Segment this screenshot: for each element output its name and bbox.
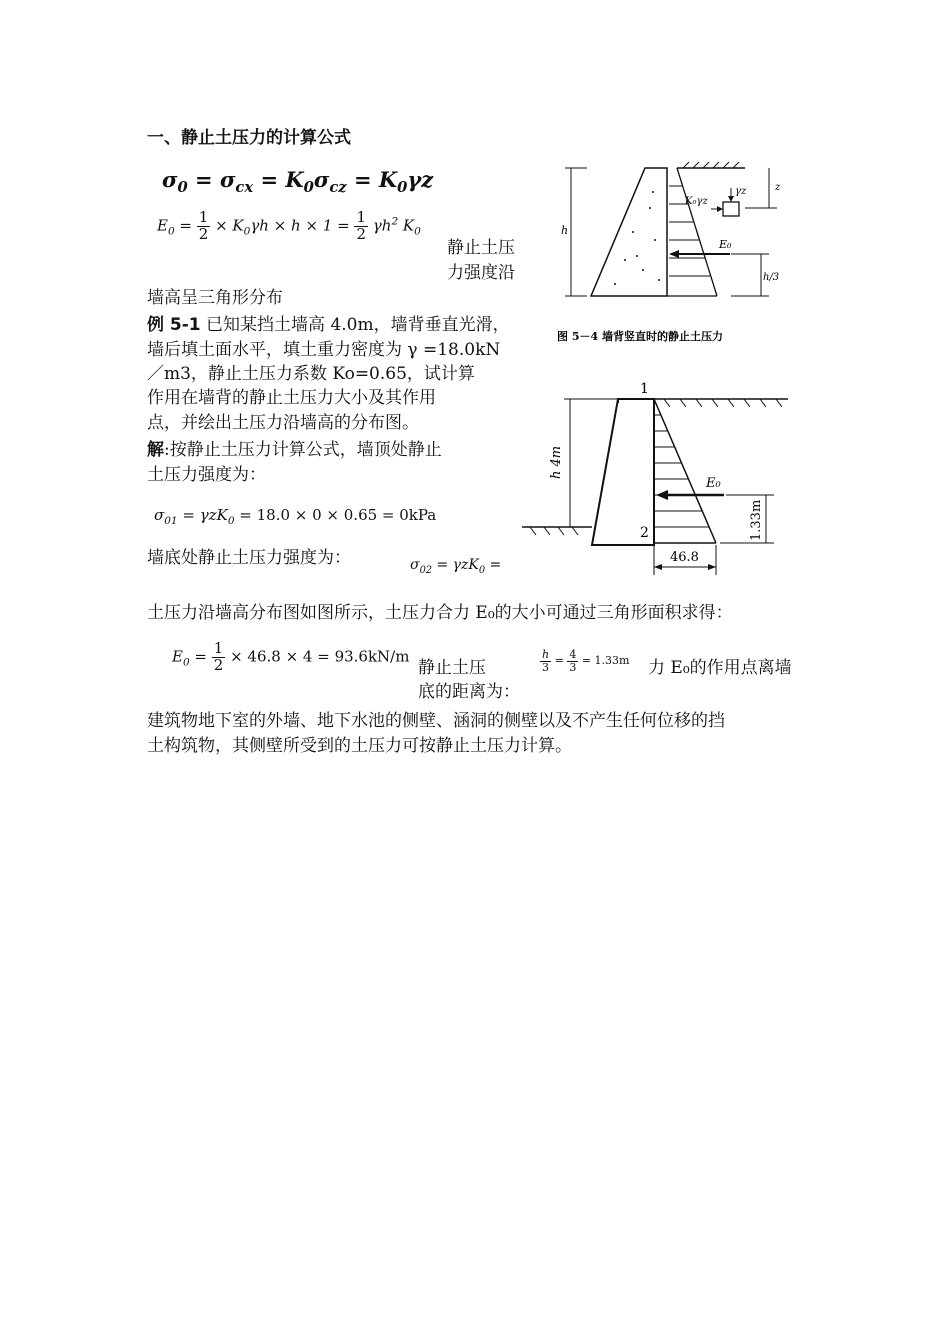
- fig2-label-468: 46.8: [670, 550, 699, 565]
- example-line2: 墙后填土面水平，填土重力密度为 γ =18.0kN: [147, 340, 501, 360]
- figure-example-diagram: [520, 375, 790, 585]
- solution-label: 解: [147, 440, 164, 460]
- fig2-label-e0: E₀: [706, 476, 721, 491]
- formula-e0: $E_0$ = $\frac{1}{2}$ × $K_0\gamma h \times h \times 1$ = $\frac{1}{2}$ $\gamma h^2$ $K_0$: [157, 208, 421, 243]
- fig1-label-e0: E₀: [719, 238, 732, 251]
- paragraph-application-line1: 建筑物地下室的外墙、地下水池的侧壁、涵洞的侧壁以及不产生任何位移的挡: [147, 711, 725, 731]
- formula-e0-value: $E_0$ = $\frac{1}{2}$ × 46.8 × 4 = 93.6kN/m: [172, 639, 410, 674]
- fig1-label-yz: γz: [735, 186, 747, 197]
- formula-sigma02: $\sigma_{02} = \gamma zK_0$ =: [410, 557, 502, 576]
- paragraph-application-line2: 土构筑物，其侧壁所受到的土压力可按静止土压力计算。: [147, 736, 572, 756]
- side-text-line2: 力强度沿: [447, 263, 515, 283]
- fig1-label-h: h: [561, 224, 569, 237]
- solution-line1: 解:按静止土压力计算公式，墙顶处静止: [147, 440, 442, 460]
- formula-sigma0: $\sigma_0 = \sigma_{cx} = K_0\sigma_{cz} = K_0\gamma z$: [162, 167, 434, 197]
- fig2-label-2: 2: [640, 525, 649, 541]
- fig1-label-k0yz: K₀γz: [685, 196, 708, 207]
- example-line5: 点，并绘出土压力沿墙高的分布图。: [147, 413, 419, 433]
- fig1-label-z: z: [775, 182, 781, 193]
- inline-text-2: 力 E₀的作用点离墙: [648, 658, 792, 678]
- inline-text-line1: 静止土压: [418, 658, 486, 678]
- example-line4: 作用在墙背的静止土压力大小及其作用: [147, 388, 436, 408]
- side-text-line1: 静止土压: [447, 238, 515, 258]
- figure-earth-pressure-diagram: [555, 160, 795, 350]
- example-label: 例 5-1: [147, 315, 201, 335]
- section-heading: 一、静止土压力的计算公式: [147, 128, 351, 148]
- formula-h-over-3: $\frac{h}{3}$ = $\frac{4}{3}$ = 1.33m: [542, 648, 630, 674]
- fig1-caption: 图 5－4 墙背竖直时的静止土压力: [557, 330, 723, 343]
- fig1-label-h3: h/3: [763, 272, 780, 283]
- paragraph-distribution: 墙高呈三角形分布: [147, 288, 283, 308]
- formula-sigma01: $\sigma_{01} = \gamma zK_0 = 18.0 \times 0 \times 0.65 = 0kPa$: [154, 506, 437, 527]
- paragraph-resultant: 土压力沿墙高分布图如图所示，土压力合力 E₀的大小可通过三角形面积求得：: [147, 603, 733, 623]
- fig2-label-133: 1.33m: [749, 499, 764, 541]
- fig2-label-h4m: h 4m: [549, 445, 564, 479]
- paragraph-bottom-pressure: 墙底处静止土压力强度为：: [147, 548, 351, 568]
- fig2-label-1: 1: [640, 381, 649, 397]
- example-line1: 例 5-1 已知某挡土墙高 4.0m，墙背垂直光滑，: [147, 315, 510, 335]
- example-line3: ／m3，静止土压力系数 Ko=0.65，试计算: [147, 364, 475, 384]
- solution-line2: 土压力强度为：: [147, 465, 266, 485]
- inline-text-line2: 底的距离为：: [418, 682, 520, 702]
